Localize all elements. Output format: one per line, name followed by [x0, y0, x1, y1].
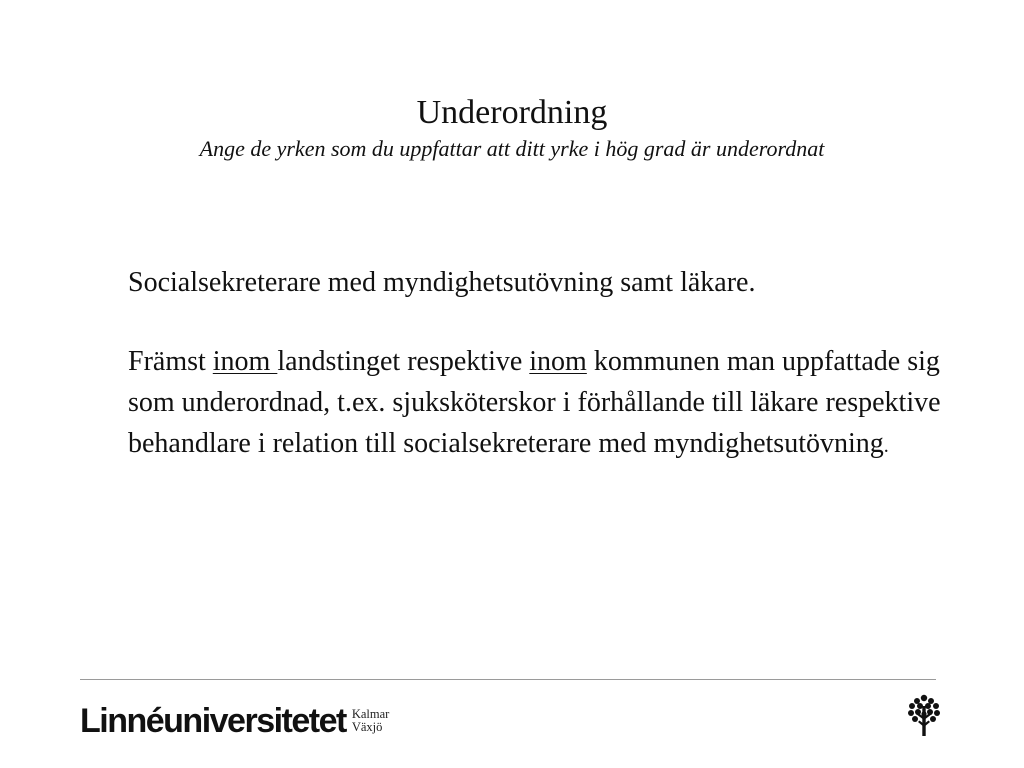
logo-wordmark: Linnéuniversitetet — [80, 702, 346, 740]
logo-cities — [352, 708, 389, 734]
title-block — [0, 92, 1024, 164]
underlined-word-1: inom — [212, 346, 278, 377]
paragraph-1: Socialsekreterare med myndighetsutövning samt läkare. — [128, 267, 756, 298]
logo-city-kalmar: Kalmar — [351, 707, 390, 721]
slide-subtitle: Ange de yrken som du uppfattar att ditt yrke i hög grad är underordnat — [199, 136, 825, 161]
footer-divider — [80, 679, 936, 680]
paragraph-2-text-3: kommunen man uppfattade sig som underordnad, t.ex. sjuksköterskor i förhållande till läkare respektive behandlare i relation till socialsekreterare med myndighetsutövning — [128, 346, 941, 459]
logo-city-vaxjo: Växjö — [351, 720, 383, 734]
slide-title: Underordning — [416, 94, 608, 131]
paragraph-2-text-1: Främst — [128, 346, 213, 377]
tree-icon — [906, 694, 942, 736]
paragraph-2-text-2: landstinget respektive — [277, 346, 530, 377]
paragraph-2 — [128, 341, 948, 467]
paragraph-2-period: . — [883, 435, 889, 457]
underlined-word-2: inom — [529, 346, 587, 377]
university-logo — [80, 701, 389, 741]
slide-body — [128, 262, 948, 467]
